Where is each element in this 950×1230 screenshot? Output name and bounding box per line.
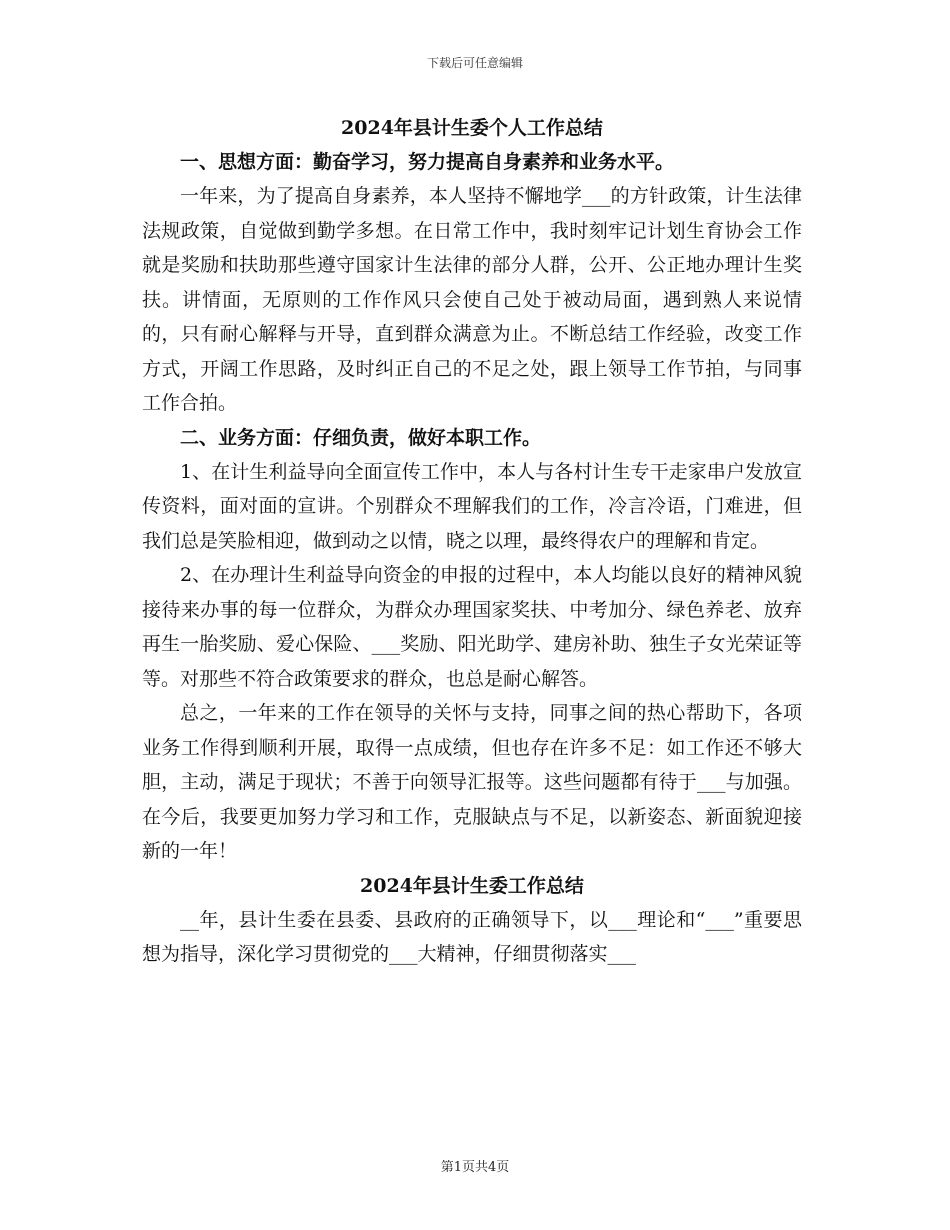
- second-document-paragraph: __年，县计生委在县委、县政府的正确领导下，以___理论和“___”重要思想为指导，深化学习贯彻党的___大精神，仔细贯彻落实___: [142, 908, 802, 965]
- section-2-paragraph-3: 总之，一年来的工作在领导的关怀与支持，同事之间的热心帮助下，各项业务工作得到顺利开展，取得一点成绩，但也存在许多不足：如工作还不够大胆，主动，满足于现状；不善于向领导汇报等。这些问题都有待于___与加强。在今后，我要更加努力学习和工作，克服缺点与不足，以新姿态、新面貌迎接新的一年！: [142, 702, 802, 862]
- page-number: 第1页共4页: [440, 1160, 510, 1175]
- section-heading-2: 二、业务方面：仔细负责，做好本职工作。: [180, 426, 542, 449]
- document-body: [142, 112, 802, 972]
- section-2-paragraph-1: 1、在计生利益导向全面宣传工作中，本人与各村计生专干走家串户发放宣传资料，面对面的宣讲。个别群众不理解我们的工作，冷言冷语，门难进，但我们总是笑脸相迎，做到动之以情，晓之以理，最终得农户的理解和肯定。: [142, 460, 802, 552]
- section-2-paragraph-2: 2、在办理计生利益导向资金的申报的过程中，本人均能以良好的精神风貌接待来办事的每一位群众，为群众办理国家奖扶、中考加分、绿色养老、放弃再生一胎奖励、爱心保险、___奖励、阳光助学、建房补助、独生子女光荣证等等。对那些不符合政策要求的群众，也总是耐心解答。: [142, 564, 802, 690]
- section-heading-1: 一、思想方面：勤奋学习，努力提高自身素养和业务水平。: [180, 151, 675, 173]
- second-document-title: 2024年县计生委工作总结: [360, 874, 584, 897]
- section-1-paragraph-1: 一年来，为了提高自身素养，本人坚持不懈地学___的方针政策，计生法律法规政策，自觉做到勤学多想。在日常工作中，我时刻牢记计划生育协会工作就是奖励和扶助那些遵守国家计生法律的部分人群，公开、公正地办理计生奖扶。讲情面，无原则的工作作风只会使自己处于被动局面，遇到熟人来说情的，只有耐心解释与开导，直到群众满意为止。不断总结工作经验，改变工作方式，开阔工作思路，及时纠正自己的不足之处，跟上领导工作节拍，与同事工作合拍。: [142, 185, 802, 414]
- document-title: 2024年县计生委个人工作总结: [341, 117, 603, 139]
- header-note: 下载后可任意编辑: [426, 56, 523, 70]
